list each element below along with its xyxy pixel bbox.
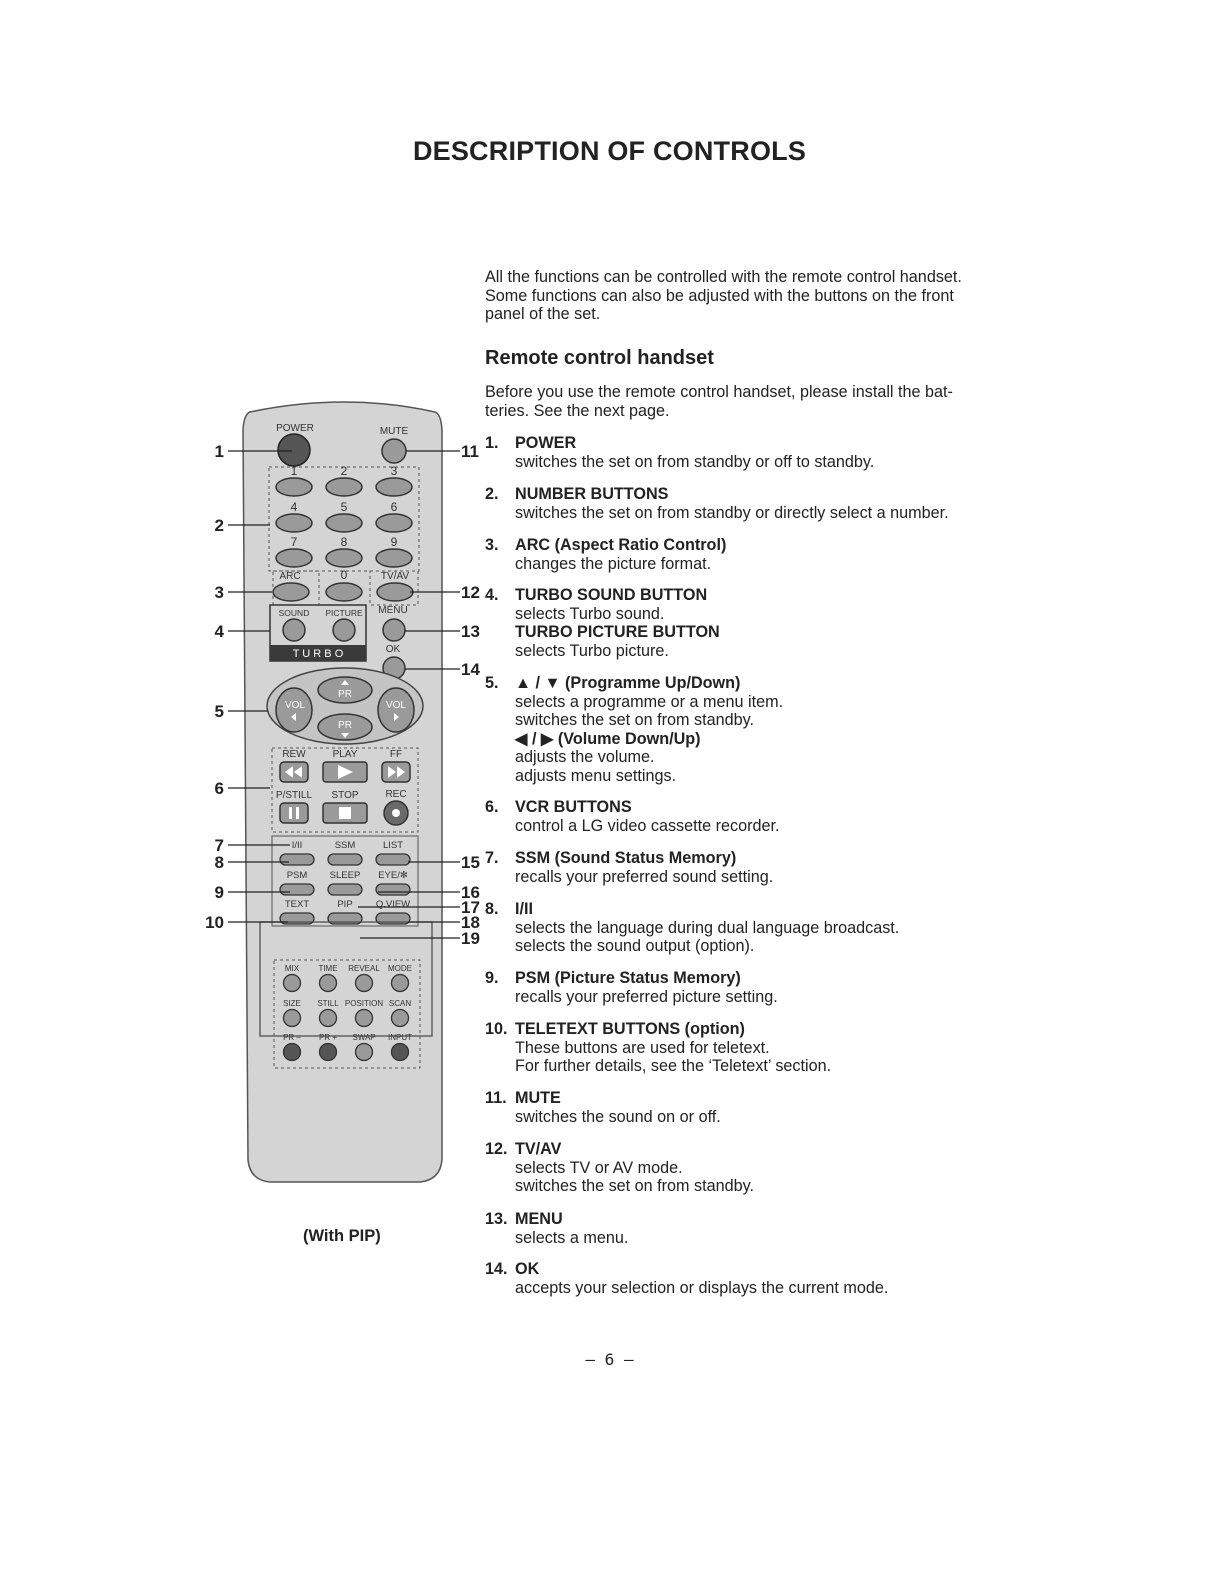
- pr-label: PR: [338, 720, 352, 731]
- before-line: teries. See the next page.: [485, 401, 670, 420]
- vol-label: VOL: [284, 700, 306, 711]
- digit-label: 1: [290, 464, 298, 478]
- time-label: TIME: [318, 964, 338, 973]
- ssm-label: SSM: [334, 840, 356, 851]
- item-number: 13.: [485, 1210, 508, 1228]
- digit-label: 7: [290, 535, 298, 549]
- callout-number: 14: [461, 660, 480, 679]
- input-label: INPUT: [388, 1033, 412, 1042]
- mute-label: MUTE: [379, 426, 409, 437]
- picture-label: PICTURE: [325, 608, 363, 618]
- before-line: Before you use the remote control handset, please install the bat-: [485, 383, 953, 401]
- mix-label: MIX: [284, 964, 300, 973]
- item-description: selects Turbo sound.: [515, 604, 665, 623]
- callout-number: 13: [461, 622, 480, 641]
- item-number: 14.: [485, 1260, 508, 1278]
- item-heading: TV/AV: [515, 1140, 562, 1158]
- vol-label: VOL: [385, 700, 407, 711]
- item-number: 6.: [485, 798, 499, 816]
- scan-label: SCAN: [388, 999, 412, 1008]
- callout-number: 15: [461, 853, 480, 872]
- callout-number: 3: [214, 583, 224, 602]
- intro-line: Some functions can also be adjusted with the buttons on the front: [485, 286, 954, 305]
- item-number: 10.: [485, 1020, 508, 1038]
- item-description: selects the sound output (option).: [515, 937, 755, 955]
- item-heading: TURBO SOUND BUTTON: [515, 586, 708, 604]
- play-label: PLAY: [332, 749, 358, 760]
- item-description: selects Turbo picture.: [515, 641, 669, 660]
- figure-caption: (With PIP): [303, 1227, 381, 1245]
- rew-label: REW: [282, 749, 306, 760]
- item-description: control a LG video cassette recorder.: [515, 816, 780, 835]
- i-ii-label: I/II: [291, 840, 303, 851]
- pstill-label: P/STILL: [275, 790, 313, 801]
- item-number: 12.: [485, 1140, 508, 1158]
- item-description: selects a programme or a menu item.: [515, 692, 784, 711]
- item-number: 1.: [485, 434, 499, 452]
- item-description: switches the set on from standby or directly select a number.: [515, 503, 949, 522]
- intro-line: panel of the set.: [485, 305, 601, 323]
- tvav-label: TV/AV: [380, 571, 410, 582]
- item-description: For further details, see the ‘Teletext’ section.: [515, 1057, 832, 1075]
- sound-label: SOUND: [278, 608, 310, 618]
- digit-label: 9: [390, 535, 398, 549]
- item-heading: TELETEXT BUTTONS (option): [515, 1020, 745, 1038]
- item-number: 3.: [485, 536, 499, 554]
- sleep-label: SLEEP: [329, 870, 361, 881]
- callout-number: 12: [461, 583, 480, 602]
- stop-label: STOP: [331, 790, 359, 801]
- pr-minus-label: PR –: [283, 1033, 301, 1042]
- item-number: 9.: [485, 969, 499, 987]
- digit-label: 0: [340, 568, 348, 582]
- psm-label: PSM: [286, 870, 308, 881]
- intro-line: All the functions can be controlled with the remote control handset.: [485, 268, 962, 286]
- callout-number: 2: [214, 516, 224, 535]
- pr-plus-label: PR +: [318, 1033, 338, 1042]
- item-heading: I/II: [515, 900, 533, 918]
- ff-label: FF: [389, 749, 403, 760]
- item-number: 4.: [485, 586, 499, 604]
- callout-number: 9: [214, 883, 224, 902]
- item-description: accepts your selection or displays the current mode.: [515, 1278, 889, 1297]
- item-description: switches the set on from standby.: [515, 711, 755, 729]
- item-heading: SSM (Sound Status Memory): [515, 849, 737, 867]
- page-title: DESCRIPTION OF CONTROLS: [412, 136, 807, 166]
- item-number: 8.: [485, 900, 499, 918]
- list-label: LIST: [382, 840, 404, 851]
- item-heading: TURBO PICTURE BUTTON: [515, 623, 720, 641]
- power-label: POWER: [276, 423, 314, 434]
- digit-label: 5: [340, 500, 348, 514]
- item-heading: MENU: [515, 1210, 563, 1228]
- callout-number: 10: [205, 913, 224, 932]
- still-label: STILL: [317, 999, 339, 1008]
- callout-number: 4: [214, 622, 224, 641]
- position-label: POSITION: [344, 999, 384, 1008]
- item-number: 2.: [485, 485, 499, 503]
- callout-number: 19: [461, 929, 480, 948]
- item-heading: ◀ / ▶ (Volume Down/Up): [515, 729, 701, 748]
- item-heading: ▲ / ▼ (Programme Up/Down): [515, 674, 741, 692]
- item-heading: PSM (Picture Status Memory): [515, 969, 741, 987]
- eye-label: EYE/✻: [378, 870, 408, 881]
- callout-number: 8: [214, 853, 224, 872]
- menu-label: MENU: [378, 605, 408, 616]
- swap-label: SWAP: [352, 1033, 376, 1042]
- item-description: selects a menu.: [515, 1228, 629, 1247]
- item-description: switches the sound on or off.: [515, 1107, 721, 1126]
- item-description: adjusts the volume.: [515, 748, 655, 766]
- item-heading: OK: [515, 1260, 540, 1278]
- item-heading: VCR BUTTONS: [515, 798, 632, 816]
- item-heading: MUTE: [515, 1089, 561, 1107]
- reveal-label: REVEAL: [348, 964, 380, 973]
- item-number: 11.: [485, 1089, 507, 1107]
- item-description: adjusts menu settings.: [515, 766, 677, 785]
- callout-number: 7: [214, 836, 224, 855]
- callout-number: 17: [461, 898, 480, 917]
- rec-label: REC: [385, 789, 407, 800]
- item-description: changes the picture format.: [515, 554, 712, 573]
- page-number: – 6 –: [585, 1350, 634, 1369]
- qview-label: Q.VIEW: [375, 899, 411, 910]
- item-description: selects TV or AV mode.: [515, 1158, 683, 1177]
- item-number: 5.: [485, 674, 499, 692]
- digit-label: 3: [390, 464, 398, 478]
- section-heading: Remote control handset: [485, 347, 714, 369]
- digit-label: 8: [340, 535, 348, 549]
- digit-label: 6: [390, 500, 398, 514]
- turbo-label: T U R B O: [292, 648, 344, 660]
- item-description: switches the set on from standby or off to standby.: [515, 452, 875, 471]
- callout-number: 1: [214, 442, 224, 461]
- item-description: switches the set on from standby.: [515, 1177, 755, 1195]
- callout-number: 16: [461, 883, 480, 902]
- pr-label: PR: [338, 689, 352, 700]
- callout-number: 18: [461, 913, 480, 932]
- item-heading: ARC (Aspect Ratio Control): [515, 536, 727, 554]
- ok-label: OK: [385, 644, 401, 655]
- callout-number: 5: [214, 702, 224, 721]
- digit-label: 4: [290, 500, 298, 514]
- item-description: recalls your preferred sound setting.: [515, 867, 774, 886]
- mode-label: MODE: [388, 964, 412, 973]
- callout-number: 6: [214, 779, 224, 798]
- item-heading: NUMBER BUTTONS: [515, 485, 669, 503]
- callout-number: 11: [461, 442, 479, 461]
- item-number: 7.: [485, 849, 499, 867]
- item-description: recalls your preferred picture setting.: [515, 987, 778, 1006]
- text-label: TEXT: [284, 899, 310, 910]
- item-description: These buttons are used for teletext.: [515, 1038, 770, 1057]
- item-description: selects the language during dual language broadcast.: [515, 918, 900, 937]
- pip-label: PIP: [337, 899, 353, 910]
- digit-label: 2: [340, 464, 348, 478]
- arc-label: ARC: [279, 571, 301, 582]
- item-heading: POWER: [515, 434, 577, 452]
- size-label: SIZE: [283, 999, 301, 1008]
